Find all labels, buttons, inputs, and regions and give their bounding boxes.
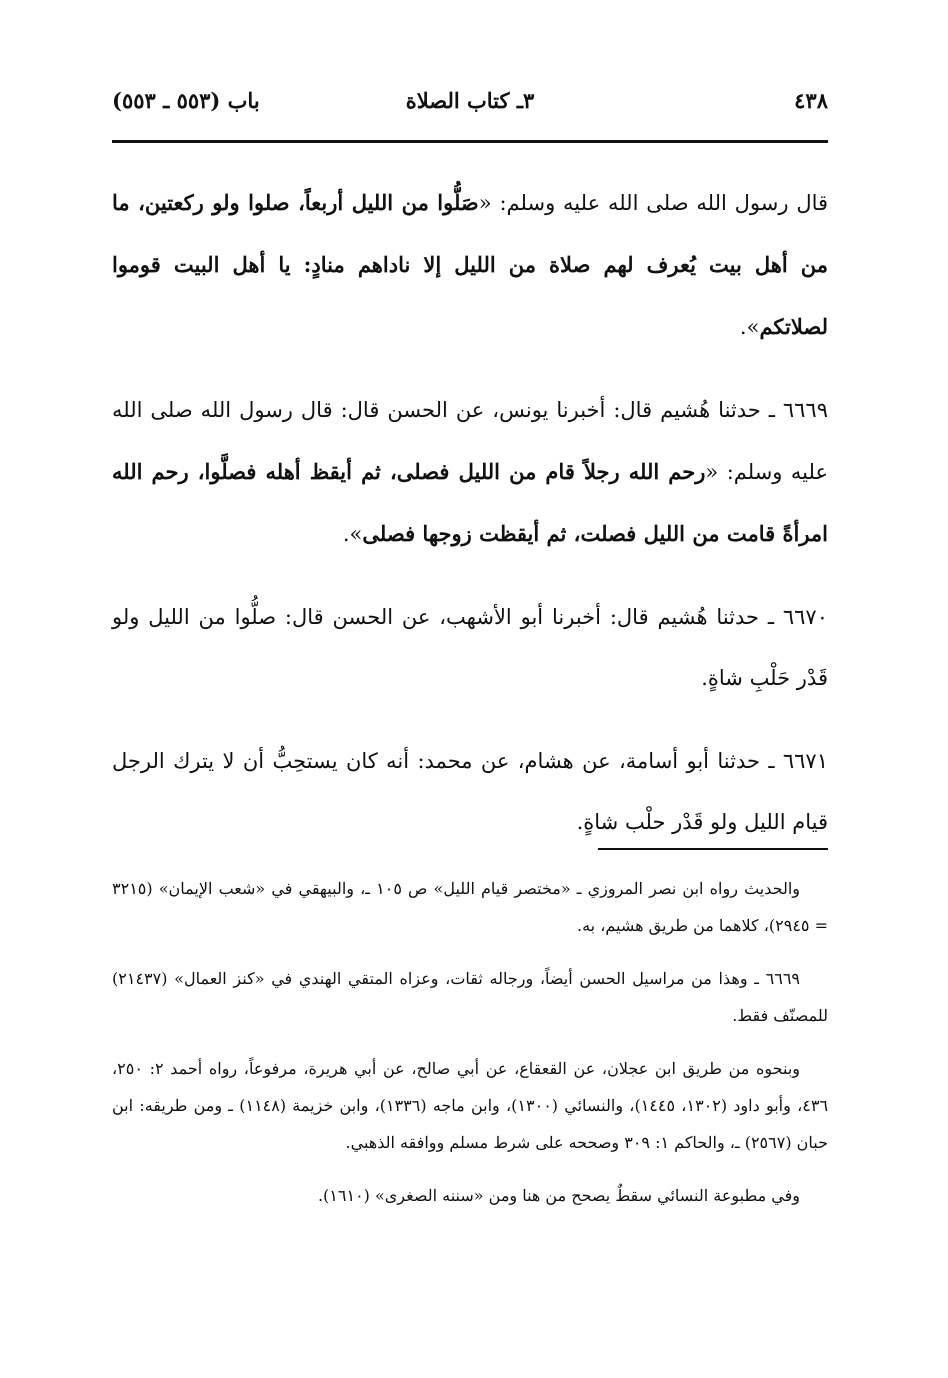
paragraph-6669 <box>112 380 828 565</box>
paragraph-1-intro: قال رسول الله صلى الله عليه وسلم: « <box>478 191 829 215</box>
header-divider <box>112 140 828 143</box>
page-number: ٤٣٨ <box>794 88 828 113</box>
page-header <box>112 80 828 132</box>
footnotes <box>112 870 828 1230</box>
paragraph-1 <box>112 172 828 358</box>
paragraph-6669-close: ». <box>342 522 363 546</box>
paragraph-1-close: ». <box>739 315 760 339</box>
book-title: ٣ـ كتاب الصلاة <box>405 88 535 113</box>
paragraph-6671: ٦٦٧١ ـ حدثنا أبو أسامة، عن هشام، عن محمد: أنه كان يستحِبُّ أن لا يترك الرجل قيام الليل ولو قَدْر حلْب شاةٍ. <box>112 749 828 834</box>
footnote-6669: ٦٦٦٩ ـ وهذا من مراسيل الحسن أيضاً، ورجاله ثقات، وعزاه المتقي الهندي في «كنز العمال» (٢١٤٣٧) للمصنّف فقط. <box>112 969 828 1025</box>
footnote-1: والحديث رواه ابن نصر المروزي ـ «مختصر قيام الليل» ص ١٠٥ ـ، والبيهقي في «شعب الإيمان» (٣٢١٥ = ٢٩٤٥)، كلاهما من طريق هشيم، به. <box>112 879 828 935</box>
footnote-3: وبنحوه من طريق ابن عجلان، عن القعقاع، عن أبي صالح، عن أبي هريرة، مرفوعاً، رواه أحمد ٢: ٢٥٠، ٤٣٦، وأبو داود (١٣٠٢، ١٤٤٥)، والنسائي (١٣٠٠)، وابن ماجه (١٣٣٦)، وابن خزيمة (١١٤٨) ـ ومن طريقه: ابن حبان (٢٥٦٧) ـ، والحاكم ١: ٣٠٩ وصححه على شرط مسلم ووافقه الذهبي. <box>112 1059 829 1152</box>
footnote-divider <box>598 848 828 850</box>
chapter-range: باب (٥٥٣ ـ ٥٥٣) <box>112 88 260 113</box>
paragraph-1-hadith: صَلُّوا من الليل أربعاً، صلوا ولو ركعتين، ما من أهل بيت يُعرف لهم صلاة من الليل إلا ناداهم منادٍ: يا أهل البيت قوموا لصلاتكم <box>112 190 828 339</box>
paragraph-6669-intro: ٦٦٦٩ ـ حدثنا هُشيم قال: أخبرنا يونس، عن الحسن قال: قال رسول الله صلى الله عليه وسلم: « <box>112 398 828 484</box>
document-page <box>112 80 828 1350</box>
paragraph-6669-hadith: رحم الله رجلاً قام من الليل فصلى، ثم أيقظ أهله فصلَّوا، رحم الله امرأةً قامت من الليل فصلت، ثم أيقظت زوجها فصلى <box>112 459 828 546</box>
main-text <box>112 172 828 875</box>
footnote-4: وفي مطبوعة النسائي سقطٌ يصحح من هنا ومن «سننه الصغرى» (١٦١٠). <box>317 1186 800 1205</box>
paragraph-6670: ٦٦٧٠ ـ حدثنا هُشيم قال: أخبرنا أبو الأشهب، عن الحسن قال: صلُّوا من الليل ولو قَدْر حَلْبِ شاةٍ. <box>112 605 828 690</box>
